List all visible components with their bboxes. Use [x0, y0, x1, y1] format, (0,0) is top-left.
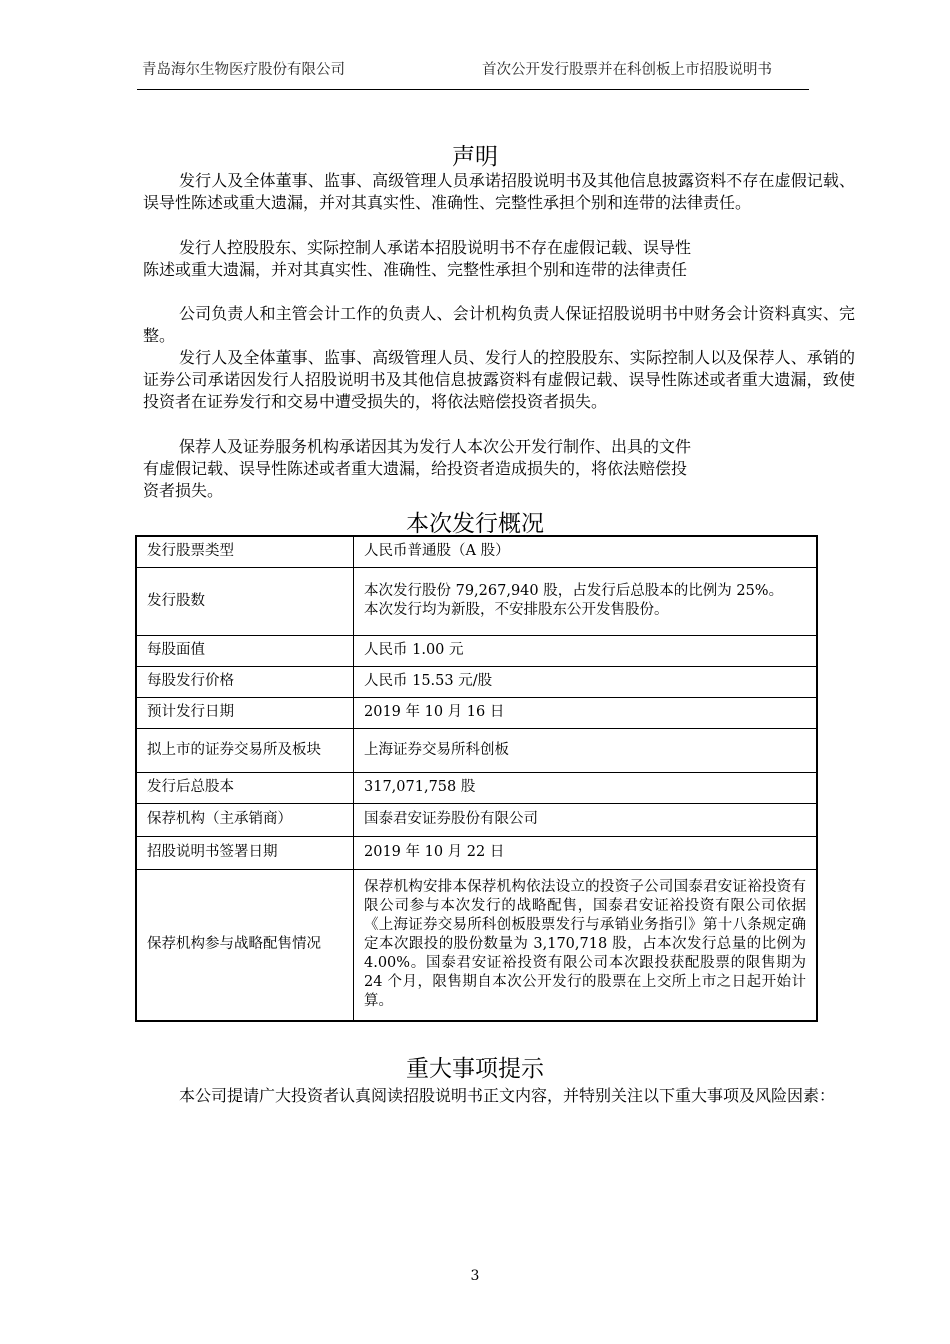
- overview-title: 本次发行概况: [406, 511, 544, 537]
- notice-paragraph-1: 本公司提请广大投资者认真阅读招股说明书正文内容，并特别关注以下重大事项及风险因素：: [179, 1086, 836, 1105]
- offering-overview-table: [135, 535, 818, 1022]
- declaration-paragraph-1: 发行人及全体董事、监事、高级管理人员承诺招股说明书及其他信息披露资料不存在虚假记载、误导性陈述或重大遗漏，并对其真实性、准确性、完整性承担个别和连带的法律责任。: [143, 171, 855, 212]
- table-key-cell: 拟上市的证券交易所及板块: [136, 728, 354, 772]
- table-value-cell: 人民币 1.00 元: [354, 635, 818, 666]
- table-value-cell: 国泰君安证券股份有限公司: [354, 803, 818, 836]
- header-document-title: 首次公开发行股票并在科创板上市招股说明书: [482, 62, 772, 78]
- declaration-paragraph-5: [143, 436, 691, 502]
- table-key-cell: 发行股数: [136, 567, 354, 635]
- table-row: [136, 803, 817, 836]
- declaration-paragraph-5-line-3: 资者损失。: [143, 481, 224, 500]
- table-row: [136, 697, 817, 728]
- table-value-cell: 人民币普通股（A 股）: [354, 536, 818, 567]
- table-key-cell: 预计发行日期: [136, 697, 354, 728]
- table-value-cell: 2019 年 10 月 22 日: [354, 836, 818, 869]
- declaration-paragraph-5-line-2: 有虚假记载、误导性陈述或者重大遗漏，给投资者造成损失的，将依法赔偿投: [143, 459, 688, 478]
- declaration-paragraph-5-line-1: 保荐人及证券服务机构承诺因其为发行人本次公开发行制作、出具的文件: [179, 437, 692, 456]
- declaration-paragraph-2: [143, 237, 691, 281]
- table-key-cell: 保荐机构参与战略配售情况: [136, 869, 354, 1021]
- table-key-cell: 每股面值: [136, 635, 354, 666]
- table-row: [136, 666, 817, 697]
- table-row: [136, 869, 817, 1021]
- header-company-name: 青岛海尔生物医疗股份有限公司: [142, 62, 345, 78]
- declaration-paragraph-2-line-1: 发行人控股股东、实际控制人承诺本招股说明书不存在虚假记载、误导性: [179, 238, 692, 257]
- table-value-cell: 2019 年 10 月 16 日: [354, 697, 818, 728]
- notice-title: 重大事项提示: [406, 1056, 544, 1082]
- page-number: 3: [470, 1268, 480, 1284]
- table-value-line: 本次发行股份 79,267,940 股，占发行后总股本的比例为 25%。: [364, 583, 784, 599]
- table-value-cell: 317,071,758 股: [354, 772, 818, 803]
- table-value-line: 本次发行均为新股，不安排股东公开发售股份。: [364, 602, 669, 618]
- table-value-cell: 人民币 15.53 元/股: [354, 666, 818, 697]
- declaration-paragraph-4: 发行人及全体董事、监事、高级管理人员、发行人的控股股东、实际控制人以及保荐人、承销的证券公司承诺因发行人招股说明书及其他信息披露资料有虚假记载、误导性陈述或者重大遗漏，致使投资者在证券发行和交易中遭受损失的，将依法赔偿投资者损失。: [143, 348, 855, 411]
- table-value-cell: 保荐机构安排本保荐机构依法设立的投资子公司国泰君安证裕投资有限公司参与本次发行的战略配售，国泰君安证裕投资有限公司依据《上海证券交易所科创板股票发行与承销业务指引》第十八条规定确定本次跟投的股份数量为 3,170,718 股，占本次发行总量的比例为 4.00%。国泰君安证裕投资有限公司本次跟投获配股票的限售期为 24 个月，限售期自本次公开发行的股票在上交所上市之日起开始计算。: [354, 869, 818, 1021]
- table-row: [136, 567, 817, 635]
- table-value-cell: 上海证券交易所科创板: [354, 728, 818, 772]
- table-key-cell: 保荐机构（主承销商）: [136, 803, 354, 836]
- declaration-paragraph-3: 公司负责人和主管会计工作的负责人、会计机构负责人保证招股说明书中财务会计资料真实、完整。: [143, 304, 855, 345]
- declaration-paragraph-2-line-2: 陈述或重大遗漏，并对其真实性、准确性、完整性承担个别和连带的法律责任: [143, 260, 688, 279]
- table-key-cell: 发行股票类型: [136, 536, 354, 567]
- table-row: [136, 836, 817, 869]
- table-key-cell: 招股说明书签署日期: [136, 836, 354, 869]
- table-value-cell: [354, 567, 818, 635]
- table-row: [136, 635, 817, 666]
- table-row: [136, 772, 817, 803]
- table-row: [136, 536, 817, 567]
- declaration-title: 声明: [452, 144, 498, 170]
- header-divider: [137, 89, 809, 90]
- table-key-cell: 发行后总股本: [136, 772, 354, 803]
- table-key-cell: 每股发行价格: [136, 666, 354, 697]
- table-row: [136, 728, 817, 772]
